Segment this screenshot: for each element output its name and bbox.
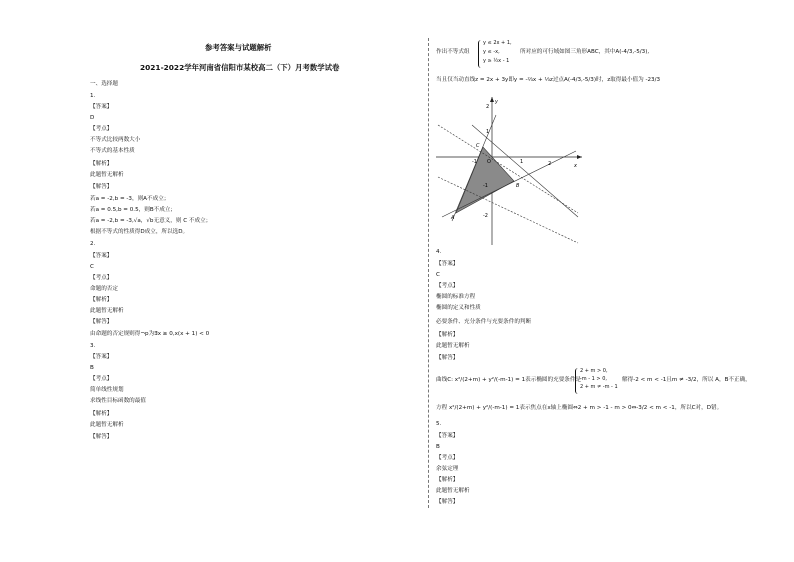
solution-label: 【解答】 [90, 434, 113, 440]
q4-line2: 方程 x²/(2+m) + y²/(-m-1) = 1表示焦点在x轴上椭圆⇔2 + m > -1 - m > 0⇔-3/2 < m < -1，所以C对，D错。 [436, 405, 723, 411]
axis-label-x: x [574, 163, 577, 169]
question-number: 5. [436, 421, 442, 427]
x-axis-arrow [577, 155, 582, 159]
topic-label: 【考点】 [90, 126, 113, 132]
tick-label: 2 [486, 104, 490, 110]
tick-label: -1 [483, 183, 488, 189]
answer-label: 【答案】 [436, 433, 459, 439]
topic-item: 简单线性规划 [90, 387, 124, 393]
topic-item: 必要条件、充分条件与充要条件的判断 [436, 319, 532, 325]
system-line: y ≤ -x, [483, 49, 500, 55]
answer-label: 【答案】 [90, 253, 113, 259]
topic-item: 不等式比较两数大小 [90, 137, 141, 143]
topic-item: 命题的否定 [90, 286, 118, 292]
section-heading: 一、选择题 [90, 81, 118, 87]
tick-label: 2 [548, 161, 552, 167]
tick-label: 1 [520, 159, 524, 165]
topic-label: 【考点】 [90, 275, 113, 281]
question-number: 2. [90, 241, 96, 247]
system-line: -m - 1 > 0, [580, 376, 607, 382]
topic-item: 不等式的基本性质 [90, 148, 135, 154]
answer-value: B [436, 444, 440, 450]
q3-intro: 作出不等式组 [436, 49, 470, 55]
answer-label: 【答案】 [90, 104, 113, 110]
topic-item: 椭圆的标准方程 [436, 294, 476, 300]
point-label-a: A [451, 215, 455, 221]
topic-label: 【考点】 [436, 455, 459, 461]
analysis-text: 此题暂无解析 [436, 488, 470, 494]
answer-value: C [436, 272, 440, 278]
column-divider [428, 38, 429, 508]
answer-value: D [90, 115, 95, 121]
analysis-label: 【解析】 [90, 411, 113, 417]
analysis-label: 【解析】 [436, 332, 459, 338]
answer-value: B [90, 365, 94, 371]
analysis-label: 【解析】 [436, 477, 459, 483]
question-number: 3. [90, 343, 96, 349]
point-label-c: C [476, 143, 480, 149]
analysis-label: 【解析】 [90, 297, 113, 303]
tick-label: -1 [472, 159, 477, 165]
solution-line: 根据不等式的性质得D成立，所以选D。 [90, 229, 189, 235]
solution-line: 若a = -2,b = -3，则A不成立； [90, 196, 170, 202]
q4-result-text: 解得-2 < m < -1且m ≠ -3/2，所以 A，B不正确， [622, 377, 751, 383]
analysis-text: 此题暂无解析 [90, 308, 124, 314]
answer-value: C [90, 264, 94, 270]
tick-label: 1 [486, 129, 490, 135]
answer-label: 【答案】 [436, 261, 459, 267]
topic-label: 【考点】 [436, 283, 459, 289]
point-label-b: B [516, 183, 520, 189]
exam-subtitle: 2021-2022学年河南省信阳市某校高二（下）月考数学试卷 [140, 63, 340, 72]
question-number: 4. [436, 249, 442, 255]
system-brace [575, 368, 579, 394]
axis-label-y: y [495, 99, 498, 105]
solution-label: 【解答】 [90, 319, 113, 325]
solution-label: 【解答】 [90, 184, 113, 190]
system-brace [478, 40, 482, 68]
topic-label: 【考点】 [90, 376, 113, 382]
system-line: 2 + m > 0, [580, 368, 608, 374]
q3-region-text: 所对应的可行域如图三角形ABC，其中A(-4/3,-5/3), [520, 49, 650, 55]
y-axis-arrow [490, 97, 494, 102]
topic-item: 余弦定理 [436, 466, 459, 472]
objective-line-dashed [438, 125, 578, 213]
question-number: 1. [90, 93, 96, 99]
answer-label: 【答案】 [90, 354, 113, 360]
solution-line: 若a = 0.5,b = 0.5，则B不成立； [90, 207, 177, 213]
feasible-region-graph [436, 95, 582, 245]
q3-line2: 当且仅当动直线z = 2x + 3y即y = -⅔x + ⅓z过点A(-4/3,-5/3)时，z取得最小值为 -23/3 [436, 77, 661, 83]
origin-label: O [487, 159, 491, 165]
analysis-text: 此题暂无解析 [90, 172, 124, 178]
topic-item: 椭圆的定义和性质 [436, 305, 481, 311]
solution-line: 由命题的否定规则得¬p为∃x ≥ 0,x(x + 1) < 0 [90, 331, 210, 337]
line-y-half-x-1 [442, 151, 576, 217]
system-line: y ≥ ½x - 1 [483, 58, 510, 64]
page-title: 参考答案与试题解析 [205, 43, 272, 52]
system-line: y ≤ 2x + 1, [483, 40, 512, 46]
solution-line: 若a = -2,b = -3,√a，√b无意义，则 C 不成立； [90, 218, 212, 224]
system-line: 2 + m ≠ -m - 1 [580, 384, 618, 390]
solution-label: 【解答】 [436, 499, 459, 505]
topic-item: 求线性目标函数的最值 [90, 398, 146, 404]
solution-label: 【解答】 [436, 355, 459, 361]
analysis-label: 【解析】 [90, 161, 113, 167]
analysis-text: 此题暂无解析 [90, 422, 124, 428]
tick-label: -2 [483, 213, 488, 219]
analysis-text: 此题暂无解析 [436, 343, 470, 349]
q4-condition-text: 曲线C: x²/(2+m) + y²/(-m-1) = 1表示椭圆的充要条件是 [436, 377, 582, 383]
